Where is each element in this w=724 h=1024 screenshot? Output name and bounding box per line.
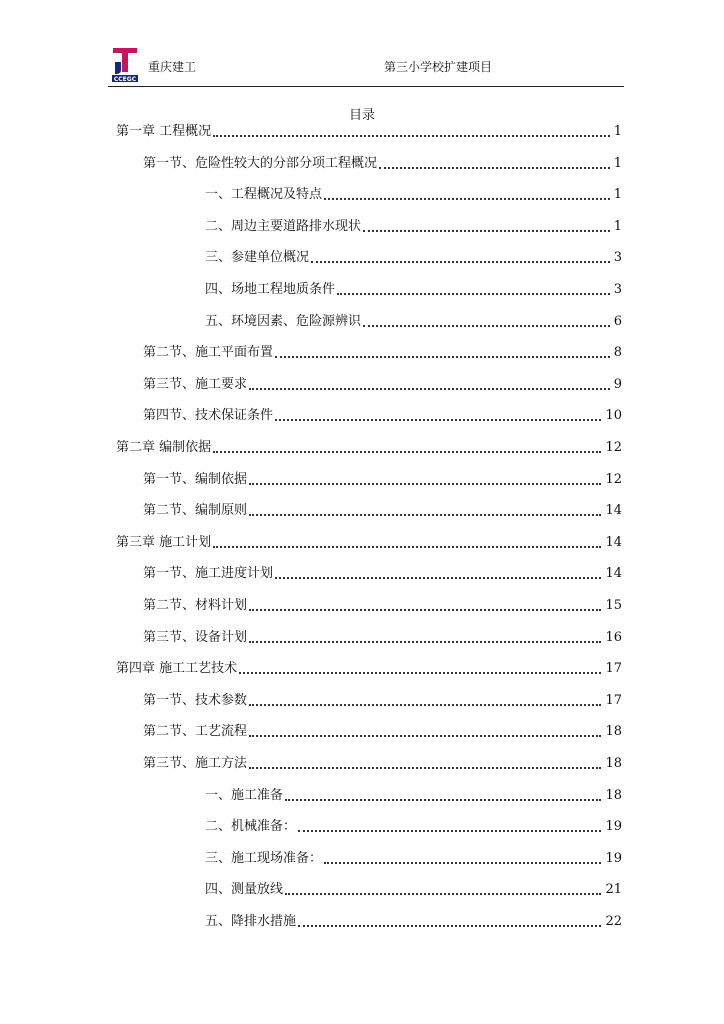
toc-entry-title: 第二章 编制依据 bbox=[116, 440, 212, 455]
toc-entry-title: 二、周边主要道路排水现状 bbox=[205, 218, 362, 234]
toc-entry-page: 1 bbox=[613, 124, 622, 139]
toc-entry-title: 第一节、施工进度计划 bbox=[143, 566, 274, 582]
toc-entry-page: 17 bbox=[605, 692, 622, 708]
toc-entry-page: 19 bbox=[605, 850, 622, 866]
toc-entry-page: 14 bbox=[605, 566, 622, 582]
dot-leader bbox=[337, 283, 610, 295]
toc-entry[interactable] bbox=[116, 121, 622, 141]
dot-leader bbox=[285, 883, 601, 895]
toc-entry[interactable] bbox=[205, 311, 622, 331]
toc-entry-page: 1 bbox=[613, 187, 622, 203]
project-name: 第三小学校扩建项目 bbox=[384, 60, 493, 74]
toc-entry-title: 三、参建单位概况 bbox=[205, 250, 310, 266]
dot-leader bbox=[213, 536, 601, 548]
toc-entry[interactable] bbox=[143, 563, 622, 583]
toc-entry[interactable] bbox=[116, 437, 622, 457]
toc-entry[interactable] bbox=[143, 500, 622, 520]
toc-entry[interactable] bbox=[116, 658, 622, 678]
dot-leader bbox=[249, 631, 601, 643]
dot-leader bbox=[298, 820, 601, 832]
toc-entry-title: 第三节、设备计划 bbox=[143, 629, 248, 645]
dot-leader bbox=[213, 441, 601, 453]
toc-entry-title: 二、机械准备： bbox=[205, 819, 297, 835]
dot-leader bbox=[324, 188, 610, 200]
toc-title: 目录 bbox=[348, 108, 375, 123]
dot-leader bbox=[363, 220, 610, 232]
dot-leader bbox=[324, 852, 601, 864]
toc-entry-page: 6 bbox=[613, 313, 622, 329]
toc-entry-page: 12 bbox=[605, 471, 622, 487]
toc-entry-title: 第三节、施工方法 bbox=[143, 756, 248, 771]
toc-entry-page: 22 bbox=[605, 914, 622, 929]
toc-entry-title: 第一节、危险性较大的分部分项工程概况 bbox=[143, 155, 378, 171]
toc-entry-title: 一、施工准备 bbox=[205, 787, 284, 803]
toc-entry[interactable] bbox=[205, 816, 622, 836]
toc-entry[interactable] bbox=[143, 627, 622, 647]
dot-leader bbox=[239, 662, 601, 674]
toc-entry[interactable] bbox=[143, 469, 622, 489]
toc-entry[interactable] bbox=[116, 532, 622, 552]
company-name: 重庆建工 bbox=[148, 60, 197, 74]
toc-entry-title: 一、工程概况及特点 bbox=[205, 187, 323, 203]
toc-entry-title: 第一章 工程概况 bbox=[116, 124, 212, 139]
dot-leader bbox=[249, 694, 601, 706]
dot-leader bbox=[275, 567, 601, 579]
toc-entry[interactable] bbox=[205, 279, 622, 299]
toc-entry[interactable] bbox=[205, 184, 622, 204]
toc-entry-page: 15 bbox=[605, 598, 622, 613]
dot-leader bbox=[363, 315, 610, 327]
toc-entry-title: 第二节、编制原则 bbox=[143, 503, 248, 519]
toc-entry-page: 16 bbox=[605, 629, 622, 645]
page-header bbox=[108, 44, 624, 87]
toc-entry-title: 四、场地工程地质条件 bbox=[205, 282, 336, 297]
toc-entry[interactable] bbox=[205, 216, 622, 236]
toc-entry-page: 3 bbox=[613, 250, 622, 266]
toc-entry-page: 18 bbox=[605, 787, 622, 803]
toc-entry-title: 三、施工现场准备： bbox=[205, 850, 323, 866]
toc-entry-page: 1 bbox=[613, 155, 622, 171]
toc-entry[interactable] bbox=[143, 374, 622, 394]
toc-entry-title: 第三节、施工要求 bbox=[143, 376, 248, 392]
toc-entry[interactable] bbox=[143, 690, 622, 710]
toc-entry[interactable] bbox=[143, 753, 622, 773]
dot-leader bbox=[249, 599, 601, 611]
toc-entry-page: 12 bbox=[605, 440, 622, 455]
toc-entry-page: 14 bbox=[605, 534, 622, 550]
toc-entry-page: 17 bbox=[605, 661, 622, 677]
toc-entry-page: 9 bbox=[613, 376, 622, 392]
toc-entry-title: 第四节、技术保证条件 bbox=[143, 408, 274, 424]
dot-leader bbox=[249, 725, 601, 737]
toc-entry-title: 五、降排水措施 bbox=[205, 914, 297, 929]
dot-leader bbox=[275, 346, 610, 358]
toc-entry-title: 第三章 施工计划 bbox=[116, 534, 212, 550]
toc-entry[interactable] bbox=[143, 721, 622, 741]
toc-entry-title: 四、测量放线 bbox=[205, 882, 284, 898]
toc-entry-title: 第四章 施工工艺技术 bbox=[116, 661, 238, 677]
dot-leader bbox=[298, 915, 601, 927]
toc-entry[interactable] bbox=[205, 247, 622, 267]
toc-entry[interactable] bbox=[143, 405, 622, 425]
toc-entry[interactable] bbox=[205, 879, 622, 899]
toc-entry-title: 第二节、工艺流程 bbox=[143, 724, 248, 740]
dot-leader bbox=[213, 125, 610, 137]
toc-entry-title: 第一节、技术参数 bbox=[143, 692, 248, 708]
toc-entry[interactable] bbox=[205, 785, 622, 805]
toc-entry-page: 8 bbox=[613, 345, 622, 361]
toc-entry-page: 10 bbox=[605, 408, 622, 424]
toc-entry[interactable] bbox=[205, 911, 622, 931]
logo-text: CCEGC bbox=[113, 75, 137, 82]
dot-leader bbox=[249, 504, 601, 516]
dot-leader bbox=[249, 757, 601, 769]
toc-entry[interactable] bbox=[143, 595, 622, 615]
toc-entry-page: 18 bbox=[605, 724, 622, 740]
dot-leader bbox=[311, 251, 610, 263]
toc-entry-title: 第一节、编制依据 bbox=[143, 471, 248, 487]
toc-entry[interactable] bbox=[205, 848, 622, 868]
dot-leader bbox=[275, 409, 601, 421]
dot-leader bbox=[285, 789, 601, 801]
toc-entry-page: 19 bbox=[605, 819, 622, 835]
toc-entry[interactable] bbox=[143, 153, 622, 173]
dot-leader bbox=[249, 378, 610, 390]
company-logo bbox=[112, 48, 138, 82]
toc-entry-page: 1 bbox=[613, 218, 622, 234]
toc-entry-title: 第二节、材料计划 bbox=[143, 598, 248, 613]
toc-entry-page: 18 bbox=[605, 756, 622, 771]
toc-entry-page: 21 bbox=[605, 882, 622, 898]
dot-leader bbox=[249, 473, 601, 485]
toc-entry-title: 五、环境因素、危险源辨识 bbox=[205, 313, 362, 329]
toc-entry[interactable] bbox=[143, 342, 622, 362]
dot-leader bbox=[379, 157, 610, 169]
toc-entry-page: 14 bbox=[605, 503, 622, 519]
toc-entry-page: 3 bbox=[613, 282, 622, 297]
toc-entry-title: 第二节、施工平面布置 bbox=[143, 345, 274, 361]
